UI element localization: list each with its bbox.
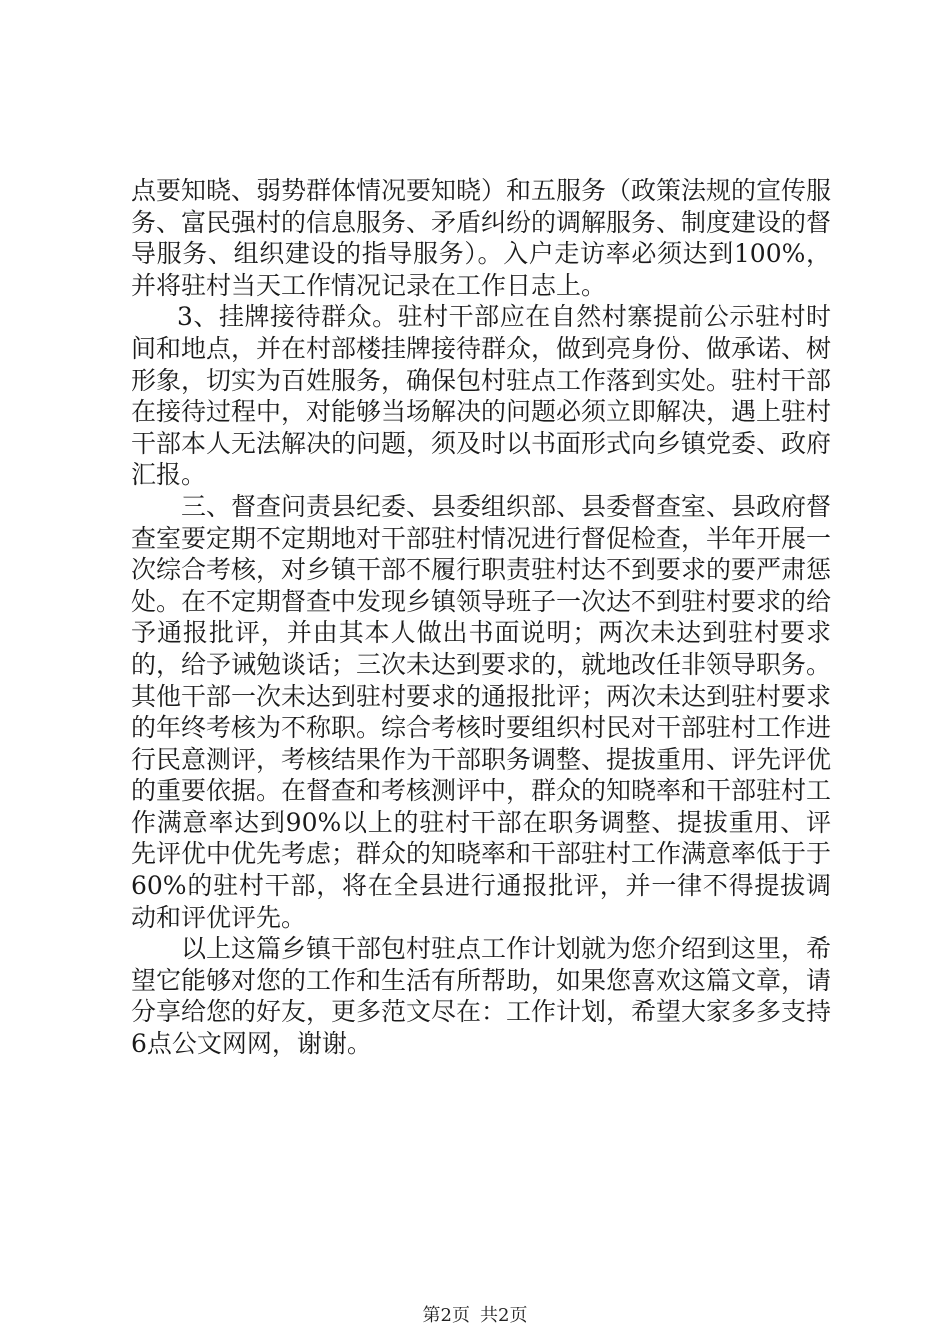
paragraph-section-3: 三、督查问责县纪委、县委组织部、县委督查室、县政府督查室要定期不定期地对干部驻村情况进行督促检查，半年开展一次综合考核，对乡镇干部不履行职责驻村达不到要求的要严肃惩处。在不定期督查中发现乡镇领导班子一次达不到驻村要求的给予通报批评，并由其本人做出书面说明；两次未达到驻村要求的，给予诫勉谈话；三次未达到要求的，就地改任非领导职务。其他干部一次未达到驻村要求的通报批评；两次未达到驻村要求的年终考核为不称职。综合考核时要组织村民对干部驻村工作进行民意测评，考核结果作为干部职务调整、提拔重用、评先评优的重要依据。在督查和考核测评中，群众的知晓率和干部驻村工作满意率达到90%以上的驻村干部在职务调整、提拔重用、评先评优中优先考虑；群众的知晓率和干部驻村工作满意率低于于60%的驻村干部，将在全县进行通报批评，并一律不得提拔调动和评优评先。 xyxy=(131,491,832,932)
page-number-current: 第2页 xyxy=(422,1305,470,1326)
paragraph-continuation: 点要知晓、弱势群体情况要知晓）和五服务（政策法规的宣传服务、富民强村的信息服务、矛盾纠纷的调解服务、制度建设的督导服务、组织建设的指导服务）。入户走访率必须达到100%，并将驻村当天工作情况记录在工作日志上。 xyxy=(131,176,832,300)
paragraph-closing: 以上这篇乡镇干部包村驻点工作计划就为您介绍到这里，希望它能够对您的工作和生活有所帮助，如果您喜欢这篇文章，请分享给您的好友，更多范文尽在：工作计划，希望大家多多支持6点公文网网，谢谢。 xyxy=(131,934,832,1059)
paragraph-item-3: 3、挂牌接待群众。驻村干部应在自然村寨提前公示驻村时间和地点，并在村部楼挂牌接待群众，做到亮身份、做承诺、树形象，切实为百姓服务，确保包村驻点工作落到实处。驻村干部在接待过程中，对能够当场解决的问题必须立即解决，遇上驻村干部本人无法解决的问题，须及时以书面形式向乡镇党委、政府汇报。 xyxy=(131,302,832,490)
page-number-total: 共2页 xyxy=(480,1305,528,1326)
page-footer xyxy=(0,1304,950,1328)
document-body xyxy=(131,175,831,1060)
